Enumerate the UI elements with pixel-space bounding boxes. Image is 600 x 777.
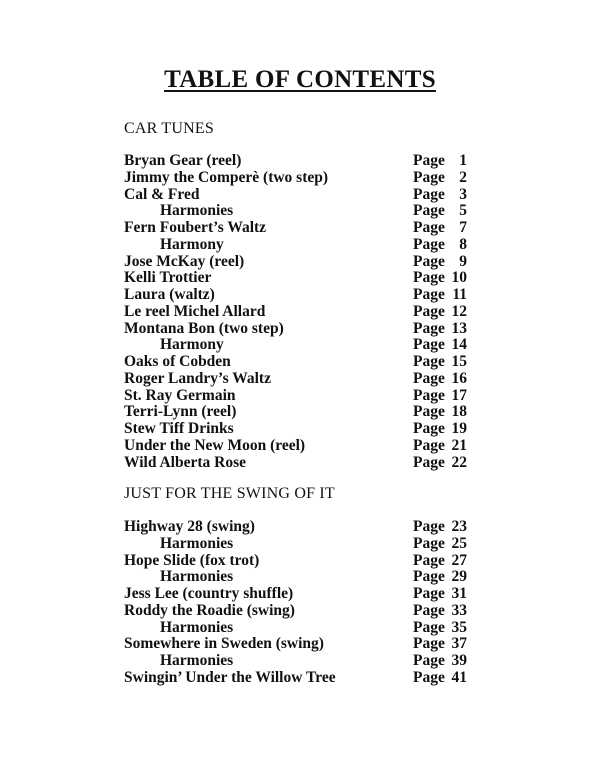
page-label: Page [413,185,445,203]
entry-page-ref [413,553,467,570]
page-number: 8 [459,235,467,253]
page-label: Page [413,652,445,669]
entry-page-ref [413,304,467,321]
page-number: 9 [459,252,467,270]
entry-page-ref [413,371,467,388]
entry-page-ref [413,404,467,421]
entry-page-ref [413,254,467,271]
toc-entry-sub [124,653,474,670]
toc-entry [124,586,474,603]
page-label: Page [413,618,445,636]
page-label: Page [413,585,445,602]
page-number: 3 [459,185,467,203]
page-number: 5 [459,202,467,220]
toc-entry [124,519,474,536]
entry-title: Harmonies [160,618,234,636]
entry-title: Highway 28 (swing) [124,518,255,535]
page-number: 23 [451,518,467,535]
page-label: Page [413,453,445,471]
entry-page-ref [413,354,467,371]
toc-entry [124,388,474,405]
entry-title: Stew Tiff Drinks [124,420,234,437]
page-number: 10 [451,269,467,287]
entry-page-ref [413,455,467,472]
entry-page-ref [413,569,467,586]
entry-title: Somewhere in Sweden (swing) [124,635,324,653]
page-label: Page [413,336,445,354]
toc-entry [124,187,474,204]
entry-page-ref [413,287,467,304]
toc-list-car-tunes [124,153,474,471]
toc-entry [124,421,474,438]
page-label: Page [413,420,445,437]
page-label: Page [413,152,445,169]
page-label: Page [413,436,445,454]
toc-entry-sub [124,620,474,637]
page-number: 12 [451,302,467,320]
page-number: 7 [459,219,467,236]
toc-entry-sub [124,237,474,254]
page-label: Page [413,601,445,619]
entry-title: Harmonies [160,568,234,586]
page-label: Page [413,302,445,320]
page-label: Page [413,269,445,287]
toc-entry-sub [124,337,474,354]
entry-page-ref [413,270,467,287]
page-number: 35 [451,618,467,636]
page-number: 11 [452,286,467,303]
entry-title: Hope Slide (fox trot) [124,551,260,569]
entry-page-ref [413,421,467,438]
toc-entry [124,354,474,371]
page-number: 18 [451,403,467,421]
page-number: 1 [459,152,467,169]
entry-page-ref [413,519,467,536]
page-number: 33 [451,601,467,619]
page-number: 29 [451,568,467,586]
entry-title: Kelli Trottier [124,269,212,287]
page-number: 21 [451,436,467,454]
entry-title: Fern Foubert’s Waltz [124,219,267,236]
page-number: 16 [451,369,467,387]
entry-page-ref [413,337,467,354]
toc-entry [124,404,474,421]
page-label: Page [413,202,445,220]
page-label: Page [413,568,445,586]
entry-title: Harmonies [160,534,234,552]
entry-title: Under the New Moon (reel) [124,436,306,454]
page-number: 25 [451,534,467,552]
entry-page-ref [413,603,467,620]
entry-page-ref [413,321,467,338]
entry-title: Roger Landry’s Waltz [124,369,271,387]
entry-title: Montana Bon (two step) [124,319,284,337]
toc-entry-sub [124,203,474,220]
page-label: Page [413,635,445,653]
toc-entry [124,254,474,271]
toc-entry [124,304,474,321]
entry-title: Le reel Michel Allard [124,302,266,320]
entry-page-ref [413,170,467,187]
toc-list-swing [124,519,474,687]
page-number: 31 [451,585,467,602]
toc-entry [124,321,474,338]
entry-title: Harmonies [160,202,234,220]
page-number: 22 [451,453,467,471]
entry-title: Swingin’ Under the Willow Tree [124,668,336,686]
page-label: Page [413,286,445,303]
page-label: Page [413,219,445,236]
entry-page-ref [413,653,467,670]
entry-title: Harmony [160,336,224,354]
toc-entry [124,371,474,388]
page-label: Page [413,319,445,337]
toc-entry-sub [124,536,474,553]
toc-entry [124,670,474,687]
entry-page-ref [413,438,467,455]
entry-title: Terri-Lynn (reel) [124,403,237,421]
page-number: 17 [451,386,467,404]
toc-entry [124,553,474,570]
entry-page-ref [413,203,467,220]
toc-entry [124,270,474,287]
page-label: Page [413,668,445,686]
page-number: 13 [451,319,467,337]
toc-entry [124,438,474,455]
page-number: 19 [451,420,467,437]
entry-page-ref [413,187,467,204]
toc-entry [124,170,474,187]
toc-entry [124,220,474,237]
entry-page-ref [413,670,467,687]
toc-entry-sub [124,569,474,586]
page-label: Page [413,168,445,186]
page-number: 41 [451,668,467,686]
page-number: 27 [451,551,467,569]
section-heading-swing: JUST FOR THE SWING OF IT [124,485,335,502]
entry-title: Bryan Gear (reel) [124,152,242,169]
entry-title: Cal & Fred [124,185,200,203]
page-number: 39 [451,652,467,669]
entry-title: St. Ray Germain [124,386,236,404]
page-label: Page [413,353,445,370]
entry-title: Harmony [160,235,224,253]
page-label: Page [413,518,445,535]
page-label: Page [413,252,445,270]
page-number: 15 [451,353,467,370]
entry-title: Wild Alberta Rose [124,453,246,471]
page-label: Page [413,403,445,421]
entry-title: Roddy the Roadie (swing) [124,601,295,619]
toc-entry [124,153,474,170]
page-number: 14 [451,336,467,354]
page-label: Page [413,235,445,253]
entry-title: Oaks of Cobden [124,353,231,370]
page-number: 2 [459,168,467,186]
entry-page-ref [413,237,467,254]
entry-title: Laura (waltz) [124,286,215,303]
entry-page-ref [413,153,467,170]
entry-title: Jimmy the Comperè (two step) [124,168,329,186]
page-label: Page [413,369,445,387]
page-label: Page [413,386,445,404]
entry-page-ref [413,586,467,603]
entry-title: Harmonies [160,652,234,669]
toc-entry [124,603,474,620]
toc-entry [124,287,474,304]
toc-entry [124,636,474,653]
entry-title: Jess Lee (country shuffle) [124,585,294,602]
section-heading-car-tunes: CAR TUNES [124,120,214,137]
page-label: Page [413,534,445,552]
page-title: TABLE OF CONTENTS [164,66,436,93]
entry-page-ref [413,220,467,237]
entry-page-ref [413,536,467,553]
page-label: Page [413,551,445,569]
entry-title: Jose McKay (reel) [124,252,245,270]
toc-entry [124,455,474,472]
entry-page-ref [413,636,467,653]
entry-page-ref [413,388,467,405]
page-number: 37 [451,635,467,653]
entry-page-ref [413,620,467,637]
